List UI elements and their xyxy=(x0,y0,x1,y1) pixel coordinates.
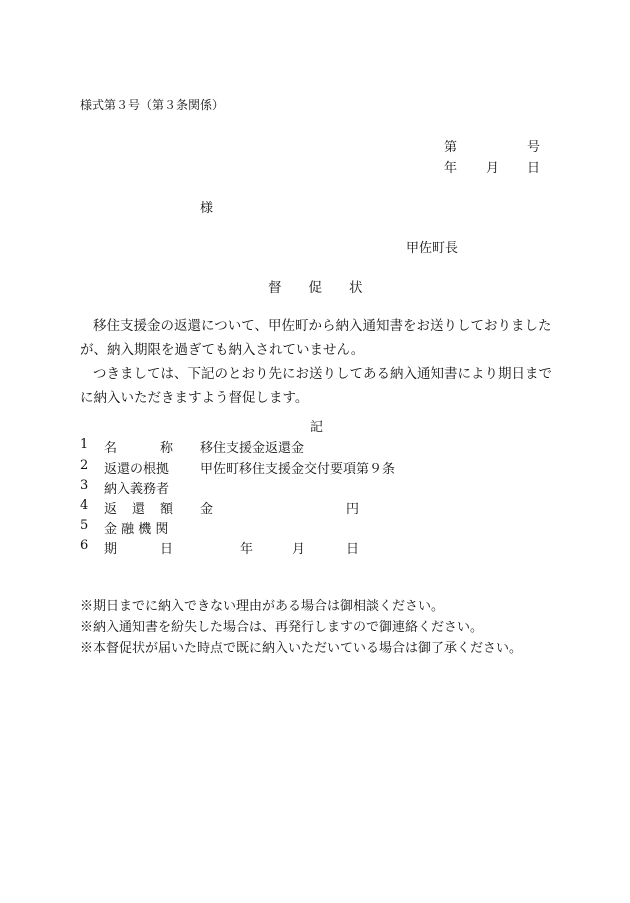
note-item: ※本督促状が届いた時点で既に納入いただいている場合は御了承ください。 xyxy=(80,641,523,656)
item-number: 4 xyxy=(80,498,89,513)
date-month: 月 xyxy=(486,161,500,176)
item-label: 名 xyxy=(104,441,118,456)
list-item xyxy=(80,478,560,500)
date-year: 年 xyxy=(444,161,458,176)
doc-ref-go: 号 xyxy=(527,140,541,155)
list-item xyxy=(80,518,560,540)
item-label: 日 xyxy=(160,542,174,557)
item-label: 返 xyxy=(104,502,118,517)
body-text xyxy=(80,314,560,410)
item-value: 円 xyxy=(346,502,360,517)
list-item xyxy=(80,458,560,480)
item-number: 1 xyxy=(80,437,89,452)
item-value: 金 xyxy=(200,502,214,517)
list-item xyxy=(80,538,560,560)
issuer: 甲佐町長 xyxy=(406,241,459,256)
item-label: 称 xyxy=(160,441,174,456)
item-value: 月 xyxy=(292,542,306,557)
item-label: 返還の根拠 xyxy=(104,462,170,477)
item-value: 年 xyxy=(240,542,254,557)
item-value: 移住支援金返還金 xyxy=(200,441,305,456)
item-label: 額 xyxy=(160,502,174,517)
item-label: 還 xyxy=(132,502,146,517)
item-label: 期 xyxy=(104,542,118,557)
item-value: 日 xyxy=(346,542,360,557)
item-label: 金 融 機 関 xyxy=(104,522,169,537)
item-number: 6 xyxy=(80,538,89,553)
ki-heading: 記 xyxy=(310,420,324,435)
item-label: 納入義務者 xyxy=(104,482,170,497)
item-number: 3 xyxy=(80,478,89,493)
document-title: 督 促 状 xyxy=(268,280,363,296)
date-day: 日 xyxy=(527,161,541,176)
body-paragraph-2: つきましては、下記のとおり先にお送りしてある納入通知書により期日までに納入いただきますよう督促します。 xyxy=(80,366,552,406)
note-item: ※納入通知書を紛失した場合は、再発行しますので御連絡ください。 xyxy=(80,620,484,635)
body-paragraph-1: 移住支援金の返還について、甲佐町から納入通知書をお送りしておりましたが、納入期限を過ぎても納入されていません。 xyxy=(80,318,552,358)
form-number: 様式第３号（第３条関係） xyxy=(80,98,225,112)
note-item: ※期日までに納入できない理由がある場合は御相談ください。 xyxy=(80,599,445,614)
item-number: 2 xyxy=(80,458,89,473)
item-number: 5 xyxy=(80,518,89,533)
item-value: 甲佐町移住支援金交付要項第９条 xyxy=(200,462,396,477)
list-item xyxy=(80,437,560,459)
list-item xyxy=(80,498,560,520)
addressee-suffix: 様 xyxy=(200,201,214,216)
doc-ref-dai: 第 xyxy=(444,140,458,155)
